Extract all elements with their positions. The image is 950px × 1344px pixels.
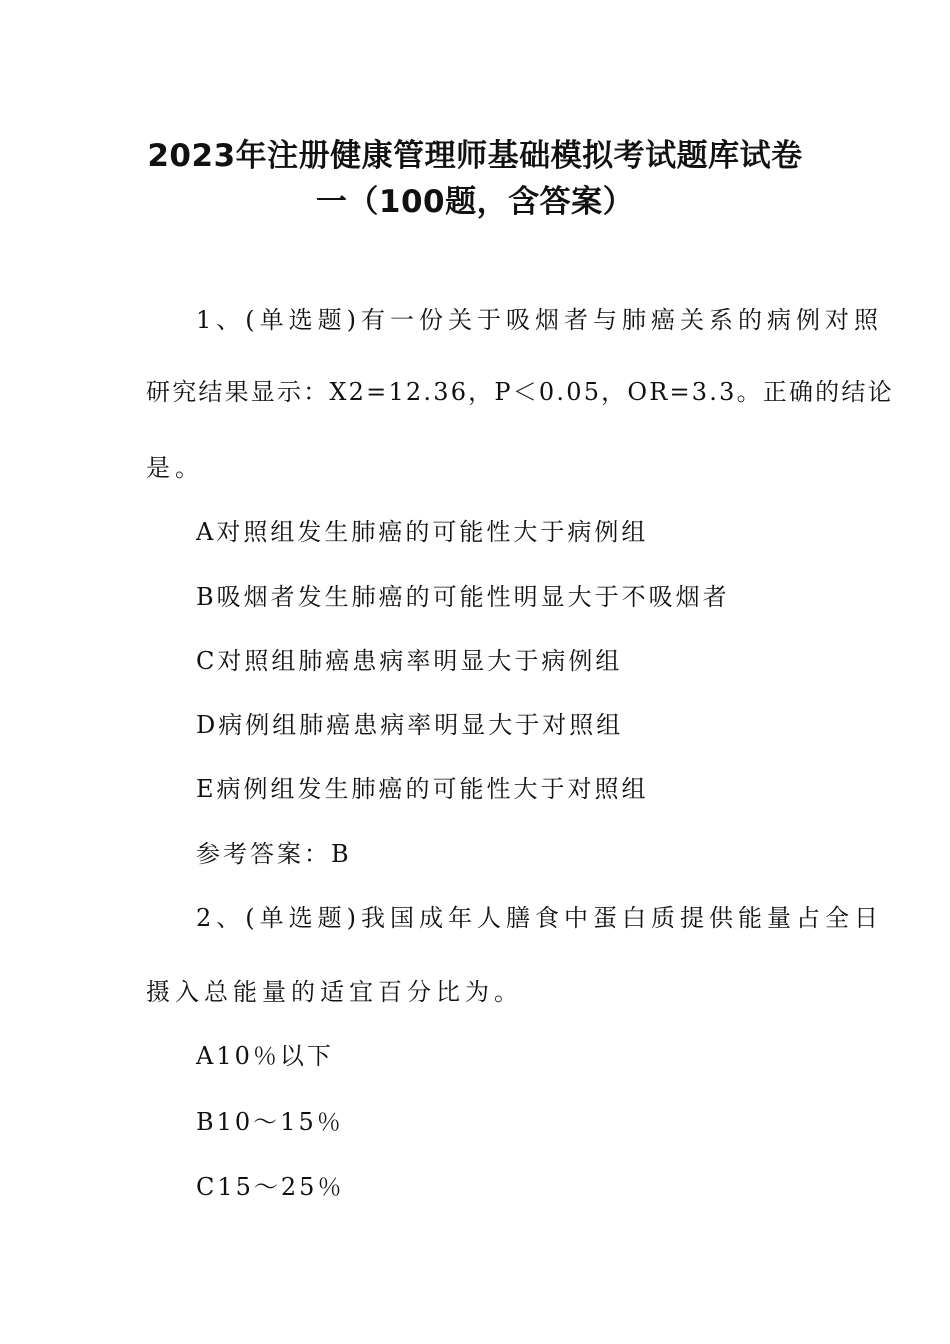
question-1-option-b: B吸烟者发生肺癌的可能性明显大于不吸烟者 <box>196 583 730 611</box>
question-1-option-a: A对照组发生肺癌的可能性大于病例组 <box>196 518 649 546</box>
document-title-line-1: 2023年注册健康管理师基础模拟考试题库试卷 <box>147 138 803 174</box>
document-title-line-2: 一（100题，含答案） <box>315 184 635 220</box>
question-1-stem-line-2: 研究结果显示：X2=12.36，P＜0.05，OR=3.3。正确的结论 <box>146 378 894 406</box>
question-2-option-c: C15～25％ <box>196 1173 345 1201</box>
question-1-answer: 参考答案：B <box>196 840 352 868</box>
question-2-stem-line-2: 摄入总能量的适宜百分比为。 <box>146 978 523 1006</box>
question-1-option-d: D病例组肺癌患病率明显大于对照组 <box>196 711 624 739</box>
question-1-option-c: C对照组肺癌患病率明显大于病例组 <box>196 647 623 675</box>
question-2-option-a: A10％以下 <box>196 1042 334 1070</box>
question-1-stem-line-1: 1、(单选题)有一份关于吸烟者与肺癌关系的病例对照 <box>196 306 883 334</box>
question-1-stem-line-3: 是。 <box>146 454 204 482</box>
question-2-option-b: B10～15％ <box>196 1108 344 1136</box>
question-1-option-e: E病例组发生肺癌的可能性大于对照组 <box>196 775 649 803</box>
question-2-stem-line-1: 2、(单选题)我国成年人膳食中蛋白质提供能量占全日 <box>196 904 883 932</box>
